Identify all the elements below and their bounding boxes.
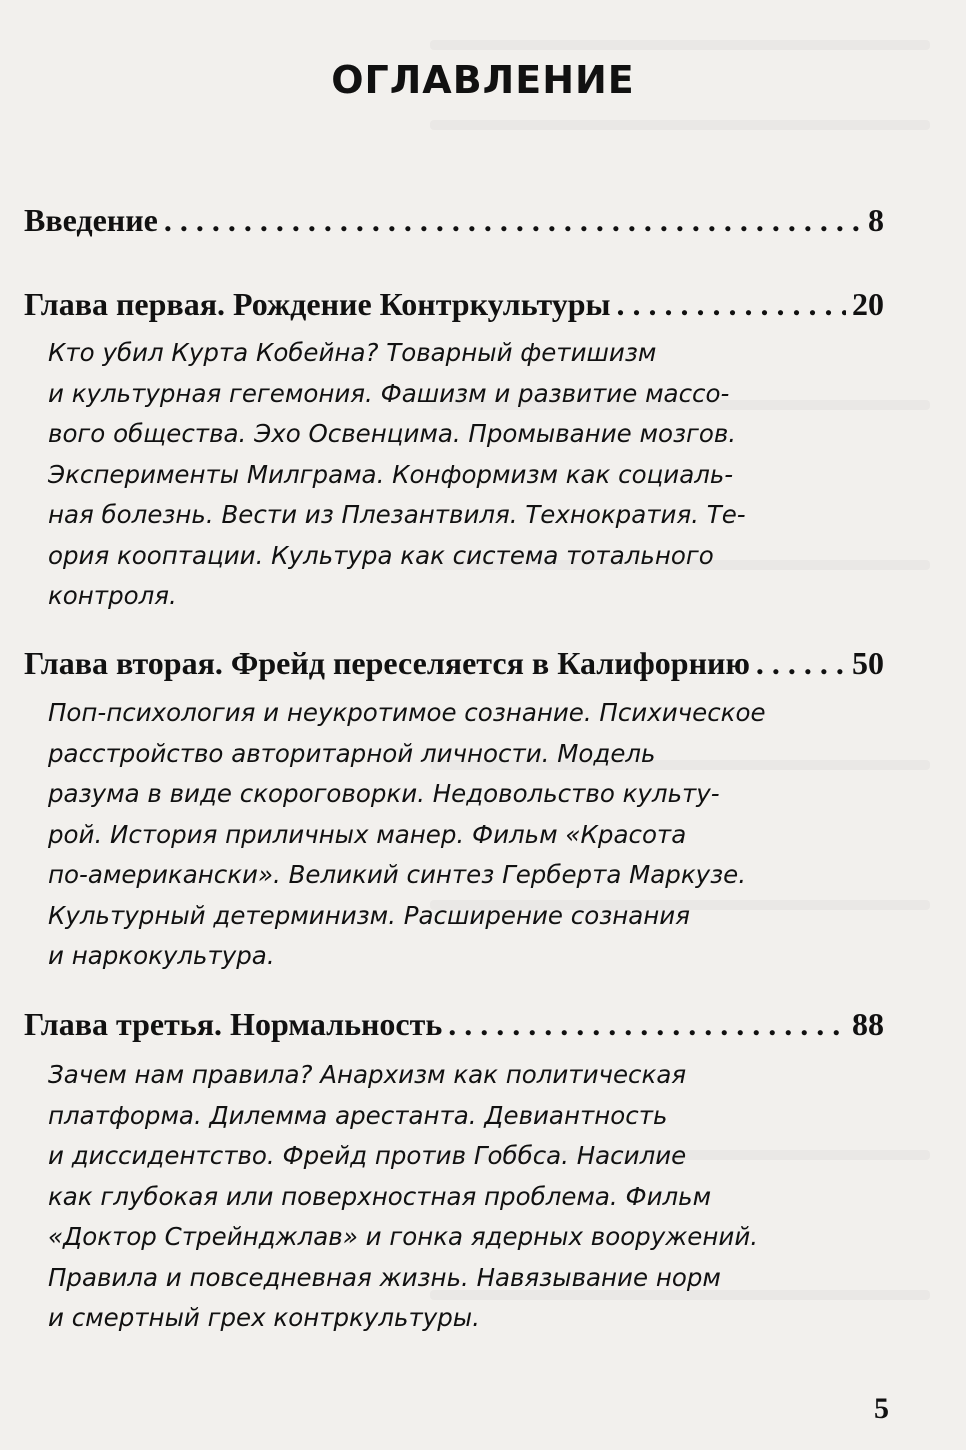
description-line: и диссидентство. Фрейд против Гоббса. Насилие	[48, 1141, 687, 1170]
description-line: контроля.	[48, 581, 177, 610]
toc-entry-label: Введение	[24, 202, 158, 238]
description-line: вого общества. Эхо Освенцима. Промывание мозгов.	[48, 419, 737, 448]
description-line: по-американски». Великий синтез Герберта Маркузе.	[48, 860, 747, 889]
description-line: Эксперименты Милграма. Конформизм как социаль-	[48, 459, 734, 489]
toc-entry-label: Глава первая. Рождение Контркультуры	[24, 286, 611, 322]
toc-entry-page: 50	[852, 645, 884, 681]
description-line: ная болезнь. Вести из Плезантвиля. Технократия. Те-	[48, 500, 746, 529]
description-line: ория кооптации. Культура как система тотального	[48, 540, 714, 570]
description-line: Зачем нам правила? Анархизм как политическая	[48, 1060, 687, 1089]
toc-chapter-1-description	[48, 333, 868, 617]
description-line: «Доктор Стрейнджлав» и гонка ядерных вооружений.	[48, 1222, 759, 1251]
bleed-through-mark	[430, 120, 930, 130]
toc-chapter-3-description	[48, 1055, 868, 1339]
toc-leader-dots	[617, 284, 846, 324]
description-line: Культурный детерминизм. Расширение сознания	[48, 900, 690, 930]
description-line: платформа. Дилемма арестанта. Девиантность	[48, 1100, 668, 1130]
description-line: как глубокая или поверхностная проблема. Фильм	[48, 1181, 712, 1211]
description-line: и наркокультура.	[48, 941, 275, 970]
description-line: Правила и повседневная жизнь. Навязывание норм	[48, 1262, 721, 1292]
toc-leader-dots	[448, 1004, 846, 1044]
toc-entry-label: Глава вторая. Фрейд переселяется в Калифорнию	[24, 645, 750, 681]
description-line: Поп-психология и неукротимое сознание. Психическое	[48, 698, 766, 727]
toc-chapter-2-description	[48, 693, 868, 977]
description-line: расстройство авторитарной личности. Модель	[48, 738, 656, 768]
toc-entry-page: 20	[852, 286, 884, 322]
toc-entry-chapter-3	[24, 1004, 884, 1044]
toc-entry-introduction	[24, 200, 884, 240]
description-line: разума в виде скороговорки. Недовольство культу-	[48, 779, 720, 808]
page-number: 5	[874, 1392, 889, 1425]
toc-entry-chapter-1	[24, 284, 884, 324]
toc-entry-page: 8	[868, 202, 884, 238]
toc-entry-page: 88	[852, 1006, 884, 1042]
page-title: ОГЛАВЛЕНИЕ	[331, 58, 635, 102]
toc-leader-dots	[756, 643, 846, 683]
description-line: рой. История приличных манер. Фильм «Красота	[48, 819, 687, 849]
description-line: и культурная гегемония. Фашизм и развитие массо-	[48, 378, 730, 408]
bleed-through-mark	[430, 40, 930, 50]
description-line: Кто убил Курта Кобейна? Товарный фетишизм	[48, 338, 657, 367]
toc-entry-chapter-2	[24, 643, 884, 683]
toc-entry-label: Глава третья. Нормальность	[24, 1006, 443, 1042]
description-line: и смертный грех контркультуры.	[48, 1303, 480, 1332]
toc-leader-dots	[164, 200, 862, 240]
